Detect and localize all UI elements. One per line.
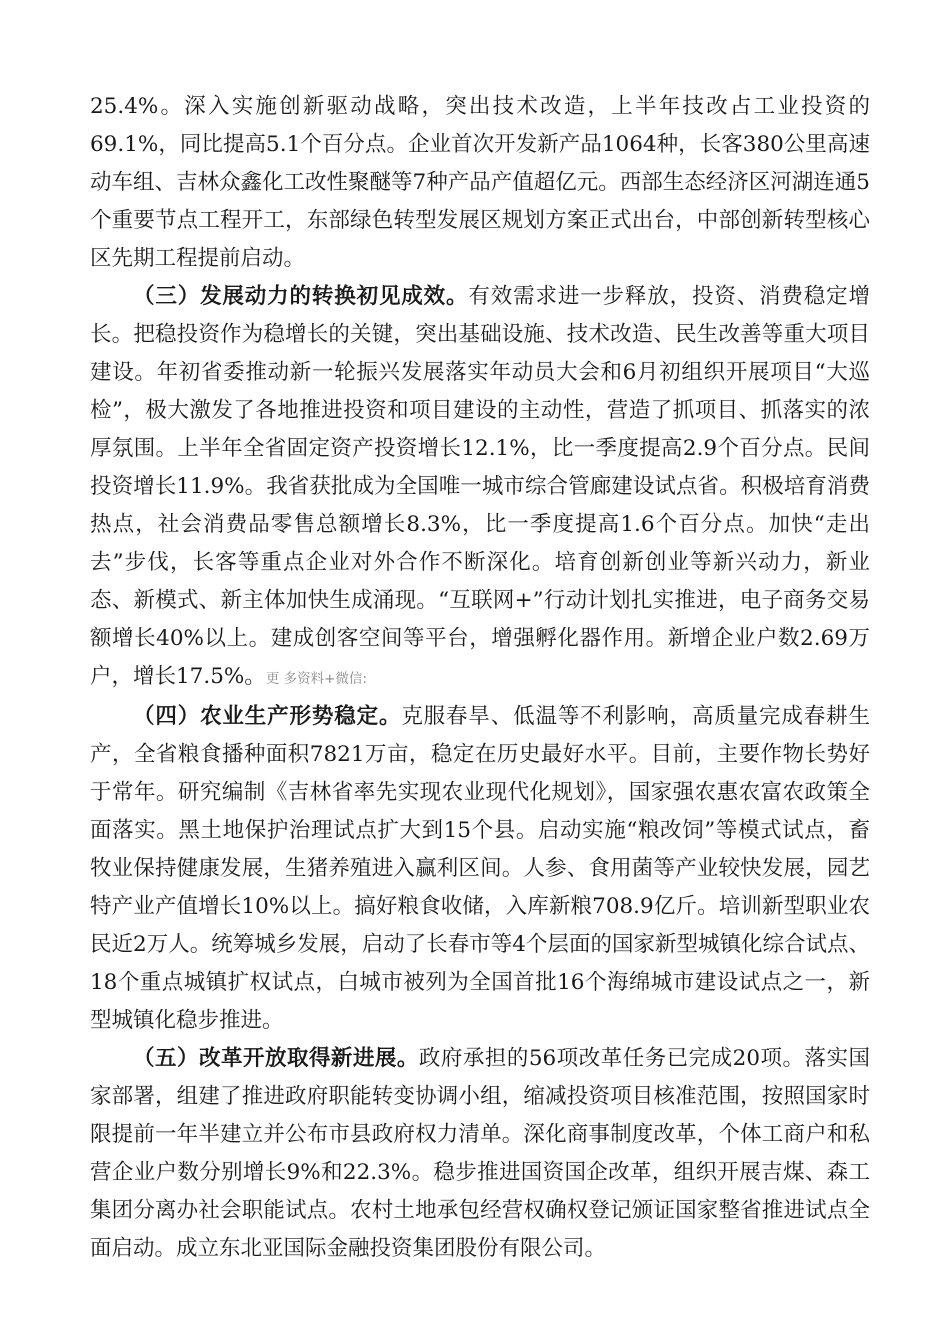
paragraph-agriculture [90, 698, 870, 1040]
paragraph-text: 有效需求进一步释放，投资、消费稳定增长。把稳投资作为稳增长的关键，突出基础设施、技术改造、民生改善等重大项目建设。年初省委推动新一轮振兴发展落实年动员大会和6月初组织开展项目“大巡检”，极大激发了各地推进投资和项目建设的主动性，营造了抓项目、抓落实的浓厚氛围。上半年全省固定资产投资增长12.1%，比一季度提高2.9个百分点。民间投资增长11.9%。我省获批成为全国唯一城市综合管廊建设试点省。积极培育消费热点，社会消费品零售总额增长8.3%，比一季度提高1.6个百分点。加快“走出去”步伐，长客等重点企业对外合作不断深化。培育创新创业等新兴动力，新业态、新模式、新主体加快生成涌现。“互联网+”行动计划扎实推进，电子商务交易额增长40%以上。建成创客空间等平台，增强孵化器作用。新增企业户数2.69万户，增长17.5%。 [90, 284, 870, 689]
document-page [90, 88, 870, 1268]
paragraph-innovation [90, 88, 870, 278]
paragraph-reform [90, 1040, 870, 1268]
paragraph-text: 克服春旱、低温等不利影响，高质量完成春耕生产，全省粮食播种面积7821万亩，稳定在历史最好水平。目前，主要作物长势好于常年。研究编制《吉林省率先实现农业现代化规划》，国家强农惠农富农政策全面落实。黑土地保护治理试点扩大到15个县。启动实施“粮改饲”等模式试点，畜牧业保持健康发展，生猪养殖进入赢利区间。人参、食用菌等产业较快发展，园艺特产业产值增长10%以上。搞好粮食收储，入库新粮708.9亿斤。培训新型职业农民近2万人。统筹城乡发展，启动了长春市等4个层面的国家新型城镇化综合试点、18个重点城镇扩权试点，白城市被列为全国首批16个海绵城市建设试点之一，新型城镇化稳步推进。 [90, 704, 870, 1033]
section-heading: （四）农业生产形势稳定。 [133, 704, 402, 729]
paragraph-text: 25.4%。深入实施创新驱动战略，突出技术改造，上半年技改占工业投资的69.1%，同比提高5.1个百分点。企业首次开发新产品1064种，长客380公里高速动车组、吉林众鑫化工改性聚醚等7种产品产值超亿元。西部生态经济区河湖连通5个重要节点工程开工，东部绿色转型发展区规划方案正式出台，中部创新转型核心区先期工程提前启动。 [90, 94, 870, 271]
paragraph-development-drive [90, 278, 870, 698]
paragraph-text: 政府承担的56项改革任务已完成20项。落实国家部署，组建了推进政府职能转变协调小组，缩减投资项目核准范围，按照国家时限提前一年半建立并公布市县政府权力清单。深化商事制度改革，个体工商户和私营企业户数分别增长9%和22.3%。稳步推进国资国企改革，组织开展吉煤、森工集团分离办社会职能试点。农村土地承包经营权确权登记颁证国家整省推进试点全面启动。成立东北亚国际金融投资集团股份有限公司。 [90, 1046, 870, 1261]
section-heading: （三）发展动力的转换初见成效。 [133, 284, 469, 309]
section-heading: （五）改革开放取得新进展。 [133, 1046, 419, 1071]
watermark-text: 更 多资料+微信: [265, 671, 367, 687]
